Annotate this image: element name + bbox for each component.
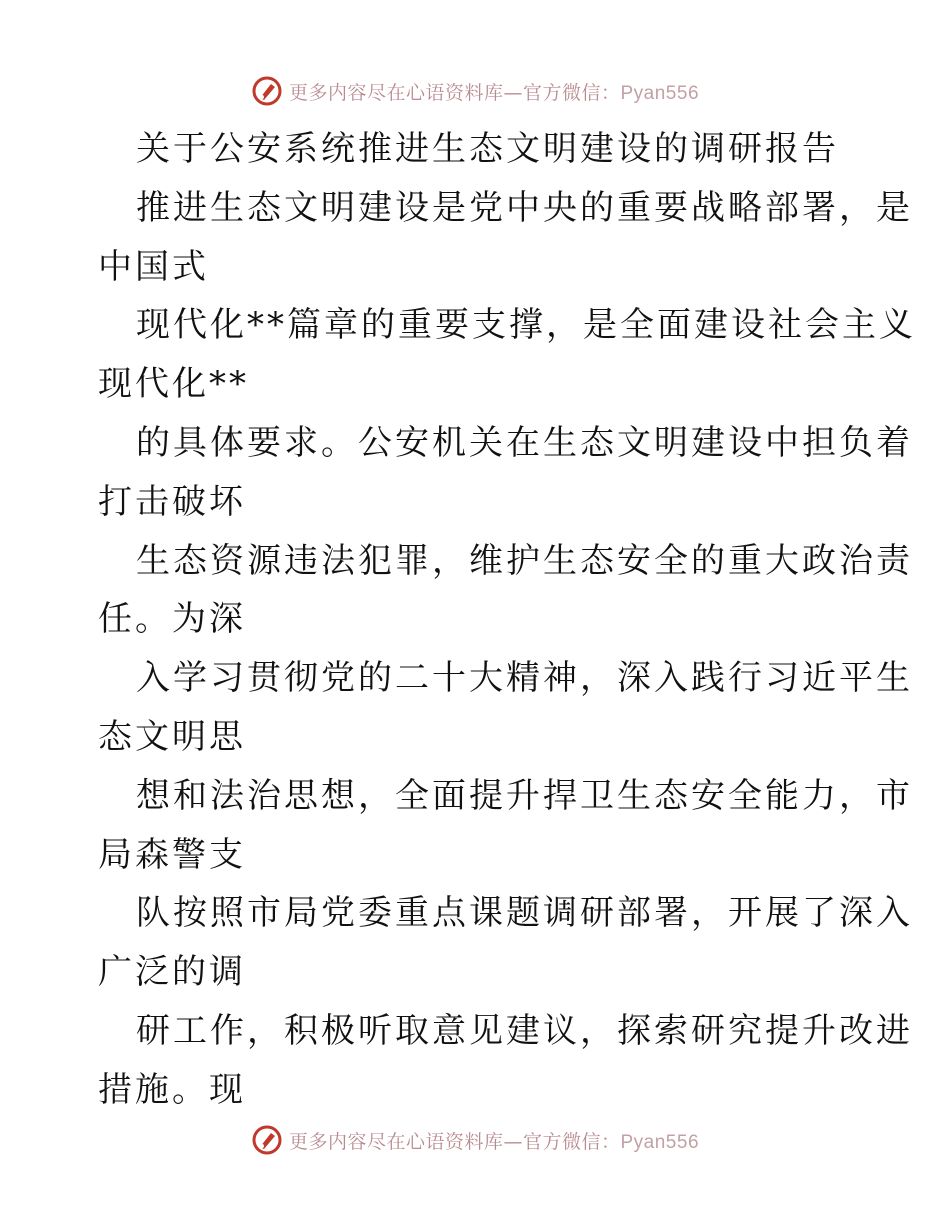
text-line: 现代化**篇章的重要支撑，是全面建设社会主义	[136, 305, 916, 346]
watermark-text	[289, 78, 699, 105]
text-line: 广泛的调	[98, 952, 246, 993]
pen-seal-icon	[251, 1124, 283, 1156]
text-line: 打击破坏	[98, 481, 246, 522]
watermark-text	[289, 1127, 699, 1154]
text-line: 中国式	[98, 246, 209, 287]
watermark-handle: Pyan556	[620, 1131, 700, 1153]
document-body	[98, 120, 916, 1120]
document-title: 关于公安系统推进生态文明建设的调研报告	[136, 129, 839, 169]
text-line: 态文明思	[98, 716, 246, 757]
text-line: 入学习贯彻党的二十大精神，深入践行习近平生	[136, 658, 913, 699]
watermark-prefix: 更多内容尽在心语资料库	[288, 81, 504, 104]
text-line: 想和法治思想，全面提升捍卫生态安全能力，市	[136, 775, 913, 816]
watermark-handle: Pyan556	[620, 82, 700, 104]
watermark-label: 官方微信：	[522, 1130, 621, 1153]
text-line: 现代化**	[98, 364, 249, 405]
text-line: 任。为深	[98, 599, 246, 640]
watermark-footer	[0, 1120, 950, 1160]
watermark-label: 官方微信：	[522, 81, 621, 104]
watermark-separator: —	[503, 1130, 523, 1153]
pen-seal-icon	[251, 75, 283, 107]
watermark-header	[0, 71, 950, 111]
text-line: 研工作，积极听取意见建议，探索研究提升改进	[136, 1010, 913, 1051]
text-line: 推进生态文明建设是党中央的重要战略部署，是	[136, 187, 913, 228]
text-line: 措施。现	[98, 1069, 246, 1110]
watermark-prefix: 更多内容尽在心语资料库	[288, 1130, 504, 1153]
text-line: 队按照市局党委重点课题调研部署，开展了深入	[136, 893, 913, 934]
text-line: 局森警支	[98, 834, 246, 875]
text-line: 的具体要求。公安机关在生态文明建设中担负着	[136, 422, 913, 463]
watermark-separator: —	[503, 81, 523, 104]
text-line: 生态资源违法犯罪，维护生态安全的重大政治责	[136, 540, 913, 581]
